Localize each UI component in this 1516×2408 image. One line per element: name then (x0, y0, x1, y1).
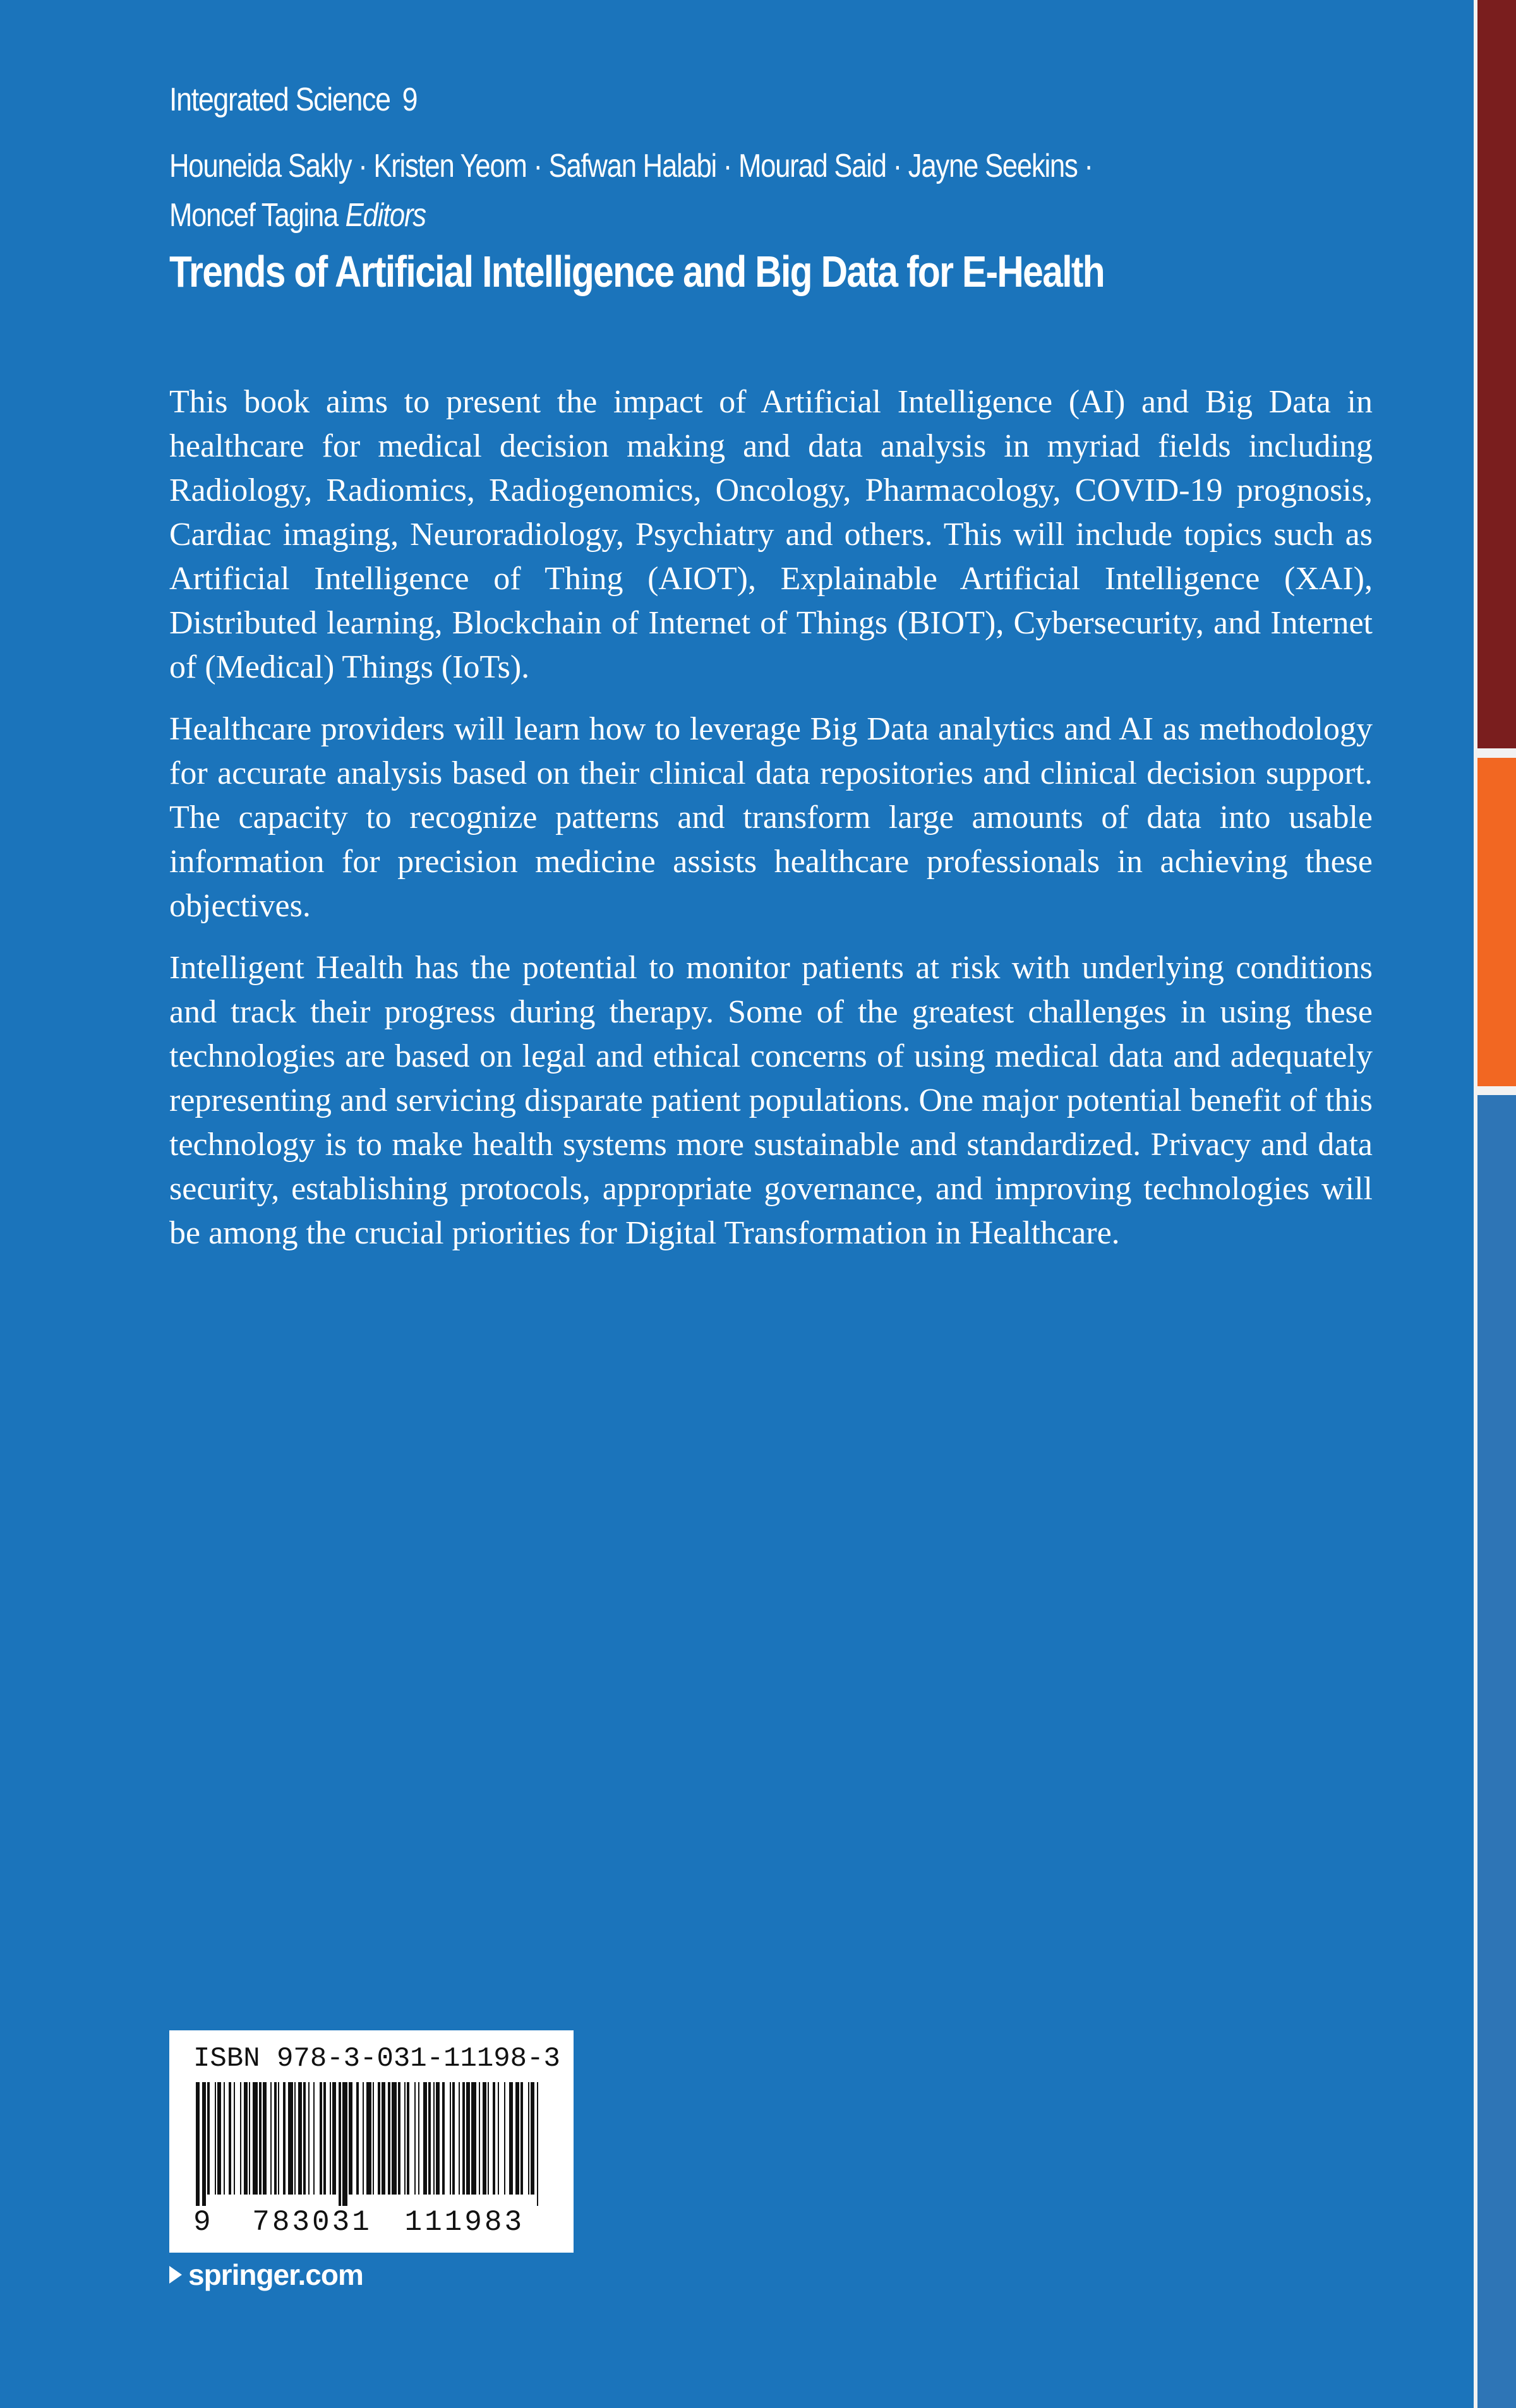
barcode-bar (196, 2082, 200, 2206)
barcode-bar (498, 2082, 499, 2195)
barcode-digits (193, 2206, 547, 2239)
publisher-link[interactable] (169, 2258, 363, 2292)
barcode-bar (339, 2082, 341, 2206)
spine-band-bottom (1477, 1095, 1516, 2408)
publisher-url: springer.com (188, 2258, 363, 2291)
barcode-bar (323, 2082, 326, 2195)
barcode-bar (466, 2082, 470, 2195)
barcode-bar (433, 2082, 435, 2195)
barcode-bar (229, 2082, 231, 2195)
barcode-bar (349, 2082, 352, 2195)
barcode-bar (442, 2082, 445, 2195)
barcode-bar (283, 2082, 286, 2195)
barcode-bar (330, 2082, 331, 2195)
barcode-bar (479, 2082, 480, 2195)
barcode-bar (259, 2082, 262, 2195)
barcode-left-group: 783031 (252, 2206, 372, 2239)
barcode-bar (363, 2082, 364, 2195)
barcode-bar (274, 2082, 277, 2195)
barcode-bar (382, 2082, 385, 2195)
arrow-icon (169, 2266, 182, 2284)
barcode-bar (202, 2082, 206, 2206)
blurb (169, 380, 1373, 1273)
blurb-paragraph-2: Healthcare providers will learn how to leverage Big Data analytics and AI as methodology for accurate analysis based on their clinical data repositories and clinical decision support. The capacity to recognize patterns and transform large amounts of data into usable information for precision medicine assists healthcare professionals in achieving these objectives. (169, 711, 1373, 924)
barcode-bar (515, 2082, 519, 2195)
barcode-bar (313, 2082, 315, 2195)
editors-role: Editors (345, 197, 426, 234)
series-number: 9 (402, 81, 418, 118)
barcode-bar (488, 2082, 489, 2195)
barcode-bar (423, 2082, 427, 2195)
barcode-bar (520, 2082, 523, 2195)
editors-line-1: Houneida Sakly · Kristen Yeom · Safwan Halabi · Mourad Said · Jayne Seekins · (169, 148, 1093, 184)
barcode-bar (303, 2082, 306, 2195)
book-title: Trends of Artificial Intelligence and Big Data for E-Health (169, 247, 1105, 296)
barcode-bar (504, 2082, 505, 2195)
barcode-bar (278, 2082, 279, 2195)
barcode-bar (398, 2082, 400, 2195)
barcode-bar (288, 2082, 293, 2195)
barcode-right-group: 111983 (404, 2206, 525, 2239)
barcode-bar (270, 2082, 272, 2195)
barcode-bar (240, 2082, 241, 2195)
barcode-first-digit: 9 (193, 2206, 214, 2239)
barcode-bar (373, 2082, 374, 2195)
barcode-bar (234, 2082, 235, 2195)
editors-line-2 (169, 191, 1284, 240)
barcode-bar (414, 2082, 416, 2195)
series-line (169, 81, 1229, 119)
barcode-bar (342, 2082, 347, 2206)
barcode-bar (428, 2082, 431, 2195)
spine-divider (1477, 1086, 1516, 1095)
series-name: Integrated Science (169, 81, 390, 118)
barcode-bar (450, 2082, 451, 2195)
barcode-bar (244, 2082, 248, 2195)
isbn-label: ISBN 978-3-031-11198-3 (193, 2043, 560, 2075)
barcode-bar (462, 2082, 465, 2195)
barcode-bar (366, 2082, 371, 2195)
barcode-bar (249, 2082, 250, 2195)
barcode-bar (531, 2082, 534, 2195)
spine-band-middle (1477, 758, 1516, 1086)
barcode-bar (388, 2082, 390, 2195)
barcode-bar (356, 2082, 359, 2195)
barcode-bar (392, 2082, 397, 2195)
isbn-barcode (169, 2030, 574, 2253)
spine-band-top (1477, 0, 1516, 748)
barcode-bar (378, 2082, 380, 2195)
blurb-paragraph-1: This book aims to present the impact of Artificial Intelligence (AI) and Big Data in healthcare for medical decision making and data analysis in myriad fields including Radiology, Radiomics, Radiogenomics, Oncology, Pharmacology, COVID-19 prognosis, Cardiac imaging, Neuroradiology, Psychiatry and others. This will include topics such as Artificial Intelligence of Thing (AIOT), Explainable Artificial Intelligence (XAI), Distributed learning, Blockchain of Internet of Things (BIOT), Cybersecurity, and Internet of (Medical) Things (IoTs). (169, 384, 1373, 685)
barcode-bar (298, 2082, 302, 2195)
barcode-bar (418, 2082, 419, 2195)
barcode-bar (263, 2082, 267, 2195)
barcode-bar (224, 2082, 225, 2195)
blurb-paragraph-3: Intelligent Health has the potential to monitor patients at risk with underlying conditions and track their progress during therapy. Some of the greatest challenges in using these technologies are based on legal and ethical concerns of using medical data and adequately representing and servicing disparate patient populations. One major potential benefit of this technology is to make health systems more sustainable and standardized. Privacy and data security, establishing protocols, appropriate governance, and improving technologies will be among the crucial priorities for Digital Transformation in Healthcare. (169, 950, 1373, 1251)
barcode-bar (528, 2082, 529, 2195)
header-block (169, 81, 1401, 297)
editor-name: Moncef Tagina (169, 197, 338, 234)
spine-divider (1477, 748, 1516, 758)
barcode-bar (308, 2082, 310, 2195)
barcode-bar (207, 2082, 210, 2195)
barcode-bar (215, 2082, 216, 2195)
barcode-bar (452, 2082, 455, 2195)
barcode-bar (253, 2082, 258, 2195)
editors-block (169, 141, 1284, 240)
barcode-bar (332, 2082, 336, 2195)
barcode-bar (217, 2082, 221, 2195)
barcode-bar (493, 2082, 495, 2195)
barcode-bar (459, 2082, 460, 2195)
barcode-bar (537, 2082, 538, 2206)
barcode-bar (436, 2082, 440, 2195)
barcode-bar (509, 2082, 513, 2195)
barcode-bar (320, 2082, 322, 2195)
barcode-icon (193, 2082, 547, 2206)
barcode-bar (294, 2082, 296, 2195)
barcode-bar (407, 2082, 409, 2195)
barcode-bar (483, 2082, 486, 2195)
barcode-bar (471, 2082, 476, 2195)
barcode-bar (404, 2082, 406, 2195)
